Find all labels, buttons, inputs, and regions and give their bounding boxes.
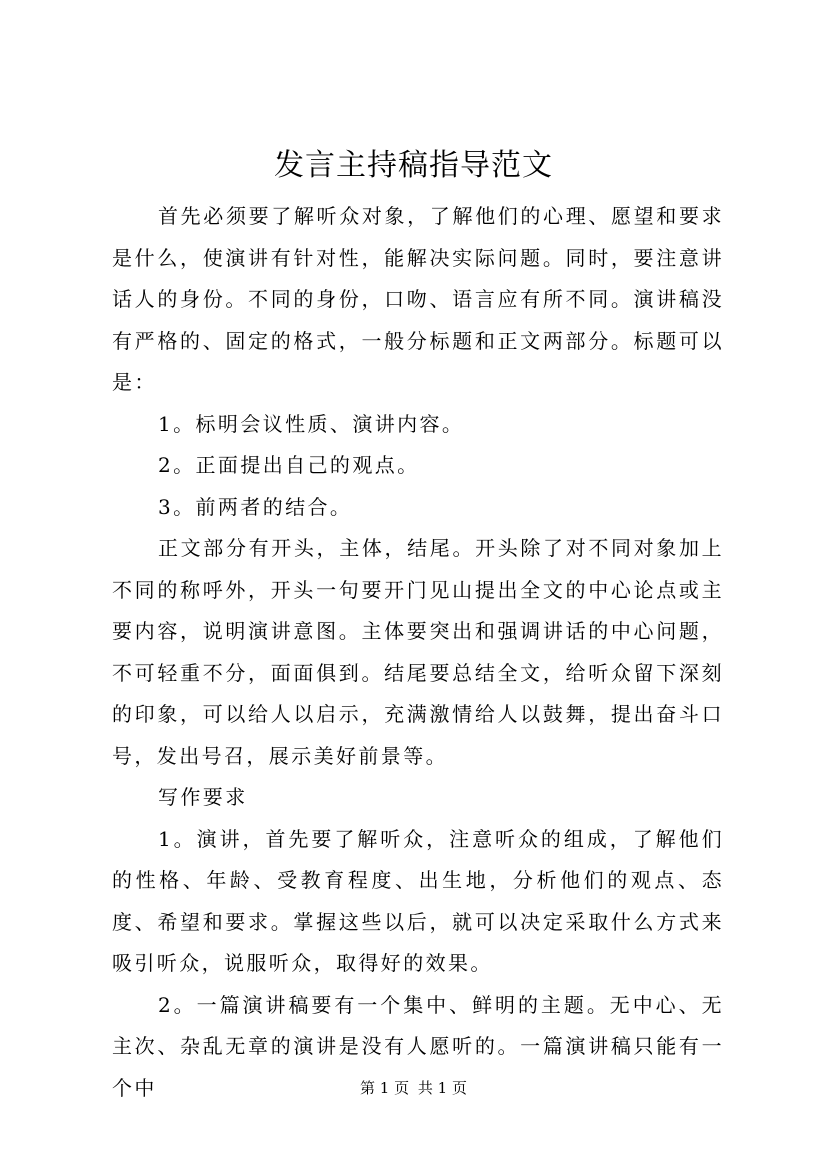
section-heading-writing-requirements: 写作要求 [158, 785, 248, 809]
paragraph-list-item-1: 1。标明会议性质、演讲内容。 [158, 411, 465, 436]
paragraph-list-item-3: 3。前两者的结合。 [158, 494, 353, 519]
paragraph-requirement-2: 2。一篇演讲稿要有一个集中、鲜明的主题。无中心、无主次、杂乱无章的演讲是没有人愿听的。一篇演讲稿只能有一个中 [112, 992, 724, 1100]
paragraph-body-structure: 正文部分有开头，主体，结尾。开头除了对不同对象加上不同的称呼外，开头一句要开门见山提出全文的中心论点或主要内容，说明演讲意图。主体要突出和强调讲话的中心问题，不可轻重不分，面面俱到。结尾要总结全文，给听众留下深刻的印象，可以给人以启示，充满激情给人以鼓舞，提出奋斗口号，发出号召，展示美好前景等。 [112, 536, 724, 768]
paragraph-list-item-2: 2。正面提出自己的观点。 [158, 453, 420, 477]
paragraph-intro: 首先必须要了解听众对象，了解他们的心理、愿望和要求是什么，使演讲有针对性，能解决实际问题。同时，要注意讲话人的身份。不同的身份，口吻、语言应有所不同。演讲稿没有严格的、固定的格式，一般分标题和正文两部分。标题可以是： [112, 204, 724, 394]
document-title: 发言主持稿指导范文 [274, 148, 553, 183]
document-body [112, 196, 724, 1109]
page-number: 第 1 页 [360, 1079, 410, 1097]
paragraph-requirement-1: 1。演讲，首先要了解听众，注意听众的组成，了解他们的性格、年龄、受教育程度、出生地，分析他们的观点、态度、希望和要求。掌握这些以后，就可以决定采取什么方式来吸引听众，说服听众，取得好的效果。 [112, 826, 724, 975]
page-footer [0, 1078, 827, 1098]
page-total: 共 1 页 [417, 1079, 467, 1097]
